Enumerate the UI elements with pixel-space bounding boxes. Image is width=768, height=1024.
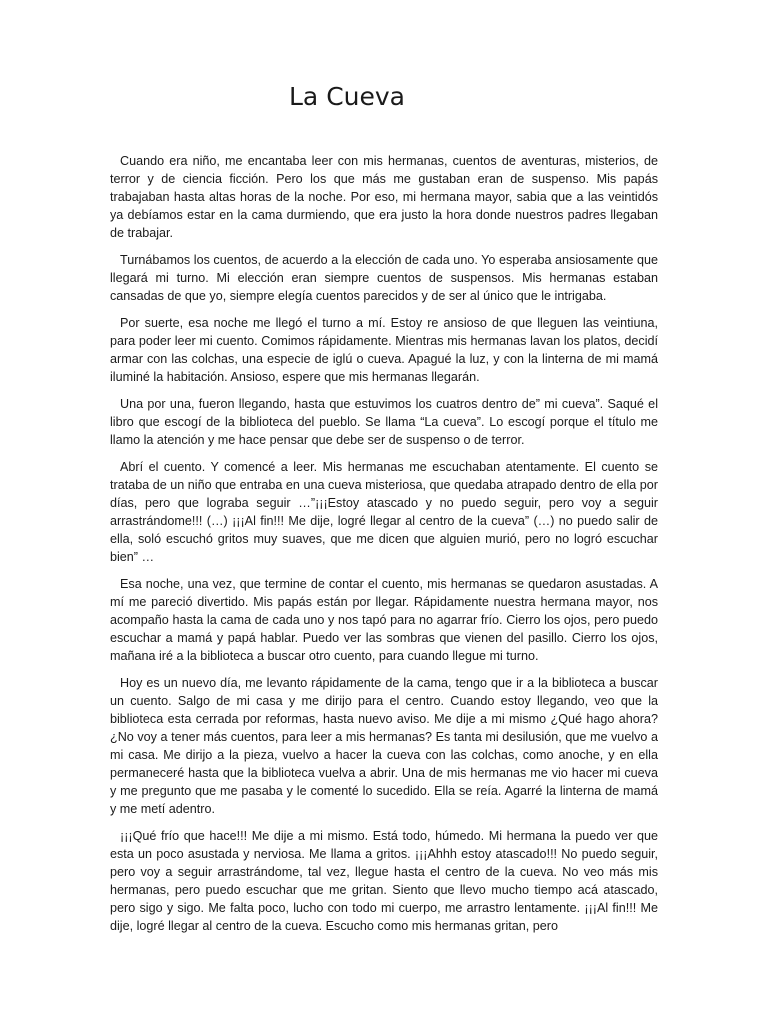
document-title: La Cueva bbox=[289, 82, 405, 111]
paragraph-4: Una por una, fueron llegando, hasta que estuvimos los cuatros dentro de” mi cueva”. Saqué el libro que escogí de la biblioteca del pueblo. Se llama “La cueva”. Lo escogí porque el título me llamo la atención y me hace pensar que debe ser de suspenso o de terror. bbox=[110, 397, 658, 447]
paragraph-7: Hoy es un nuevo día, me levanto rápidamente de la cama, tengo que ir a la biblioteca a buscar un cuento. Salgo de mi casa y me dirijo para el centro. Cuando estoy llegando, veo que la biblioteca esta cerrada por reformas, hasta nuevo aviso. Me dije a mi mismo ¿Qué hago ahora? ¿No voy a tener más cuentos, para leer a mis hermanas? Es tanta mi desilusión, que me vuelvo a mi casa. Me dirijo a la pieza, vuelvo a hacer la cueva con las colchas, como anoche, y en ella permaneceré hasta que la biblioteca vuelva a abrir. Una de mis hermanas me vio hacer mi cueva y me pregunto que me pasaba y le comenté lo sucedido. Ella se reía. Agarré la linterna de mamá y me metí adentro. bbox=[110, 676, 658, 816]
paragraph-5: Abrí el cuento. Y comencé a leer. Mis hermanas me escuchaban atentamente. El cuento se trataba de un niño que entraba en una cueva misteriosa, que quedaba atrapado dentro de ella por días, pero que lograba seguir …”¡¡¡Estoy atascado y no puedo seguir, pero voy a seguir arrastrándome!!! (…) ¡¡¡Al fin!!! Me dije, logré llegar al centro de la cueva” (…) no puedo salir de ella, soló escuchó gritos muy suaves, que me dicen que alguien murió, pero no logró escuchar bien” … bbox=[110, 460, 658, 564]
paragraph-1: Cuando era niño, me encantaba leer con mis hermanas, cuentos de aventuras, misterios, de terror y de ciencia ficción. Pero los que más me gustaban eran de suspenso. Mis papás trabajaban hasta altas horas de la noche. Por eso, mi hermana mayor, sabia que a las veintidós ya debíamos estar en la cama durmiendo, que era justo la hora donde nuestros padres llegaban de trabajar. bbox=[110, 154, 658, 240]
document-body bbox=[110, 152, 658, 944]
paragraph-6: Esa noche, una vez, que termine de contar el cuento, mis hermanas se quedaron asustadas. A mí me pareció divertido. Mis papás están por llegar. Rápidamente nuestra hermana mayor, nos acompaño hasta la cama de cada uno y nos tapó para no agarrar frío. Cierro los ojos, pero puedo escuchar a mamá y papá hablar. Puedo ver las sombras que vienen del pasillo. Cierro los ojos, mañana iré a la biblioteca a buscar otro cuento, para cuando llegue mi turno. bbox=[110, 577, 658, 663]
paragraph-8: ¡¡¡Qué frío que hace!!! Me dije a mi mismo. Está todo, húmedo. Mi hermana la puedo ver que esta un poco asustada y nerviosa. Me llama a gritos. ¡¡¡Ahhh estoy atascado!!! No puedo seguir, pero voy a seguir arrastrándome, tal vez, llegue hasta el centro de la cueva. No veo más mis hermanas, pero puedo escuchar que me gritan. Siento que llevo mucho tiempo acá atascado, pero sigo y sigo. Me falta poco, lucho con todo mi cuerpo, me arrastro lentamente. ¡¡¡Al fin!!! Me dije, logré llegar al centro de la cueva. Escucho como mis hermanas gritan, pero bbox=[110, 829, 658, 933]
paragraph-3: Por suerte, esa noche me llegó el turno a mí. Estoy re ansioso de que lleguen las veintiuna, para poder leer mi cuento. Comimos rápidamente. Mientras mis hermanas lavan los platos, decidí armar con las colchas, una especie de iglú o cueva. Apagué la luz, y con la linterna de mi mamá iluminé la habitación. Ansioso, espere que mis hermanas llegarán. bbox=[110, 316, 658, 384]
paragraph-2: Turnábamos los cuentos, de acuerdo a la elección de cada uno. Yo esperaba ansiosamente que llegará mi turno. Mi elección eran siempre cuentos de suspensos. Mis hermanas estaban cansadas de que yo, siempre elegía cuentos parecidos y de ser al único que le intrigaba. bbox=[110, 253, 658, 303]
